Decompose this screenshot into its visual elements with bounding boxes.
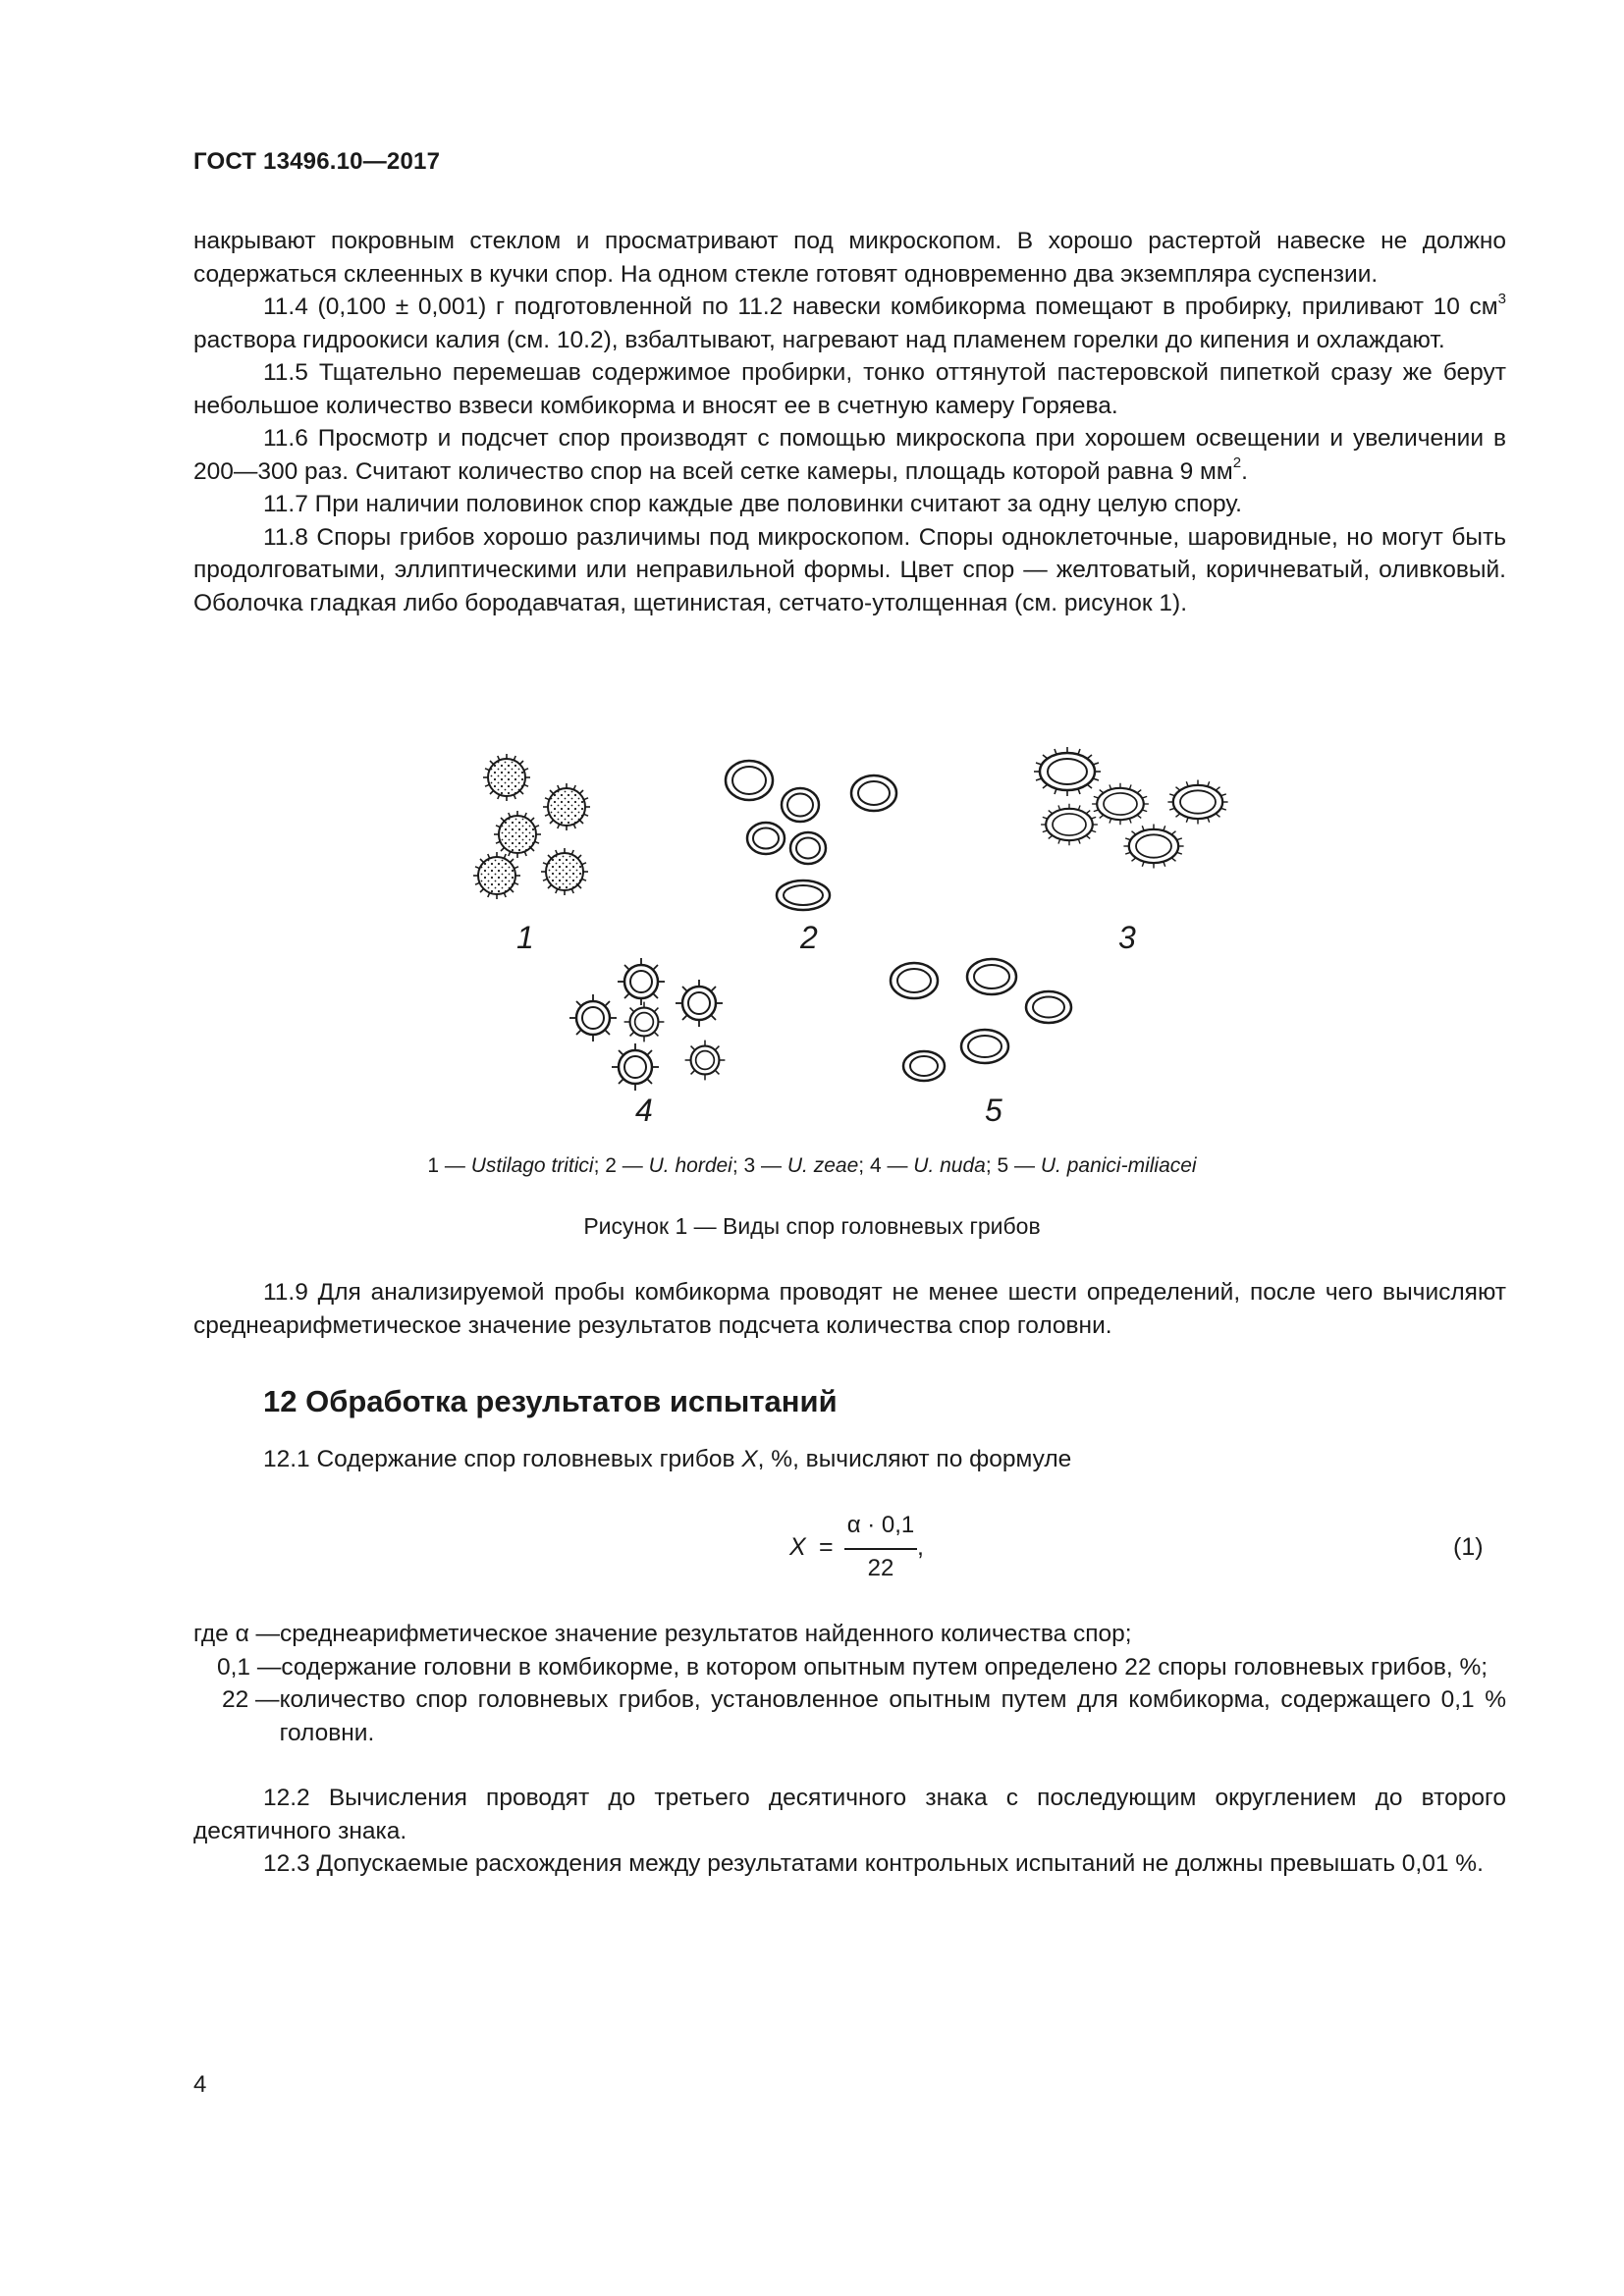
formula-explanation	[193, 1618, 1506, 1749]
formula-equals: =	[819, 1533, 834, 1561]
paragraph-12-1-text-b: , %, вычисляют по формуле	[757, 1446, 1072, 1472]
legend-name-3: U. zeae	[786, 1154, 859, 1177]
legend-sep-4: ;	[985, 1154, 998, 1177]
where-key-alpha: где α —	[193, 1621, 281, 1647]
legend-name-2: U. hordei	[648, 1154, 732, 1177]
paragraph-11-8: 11.8 Споры грибов хорошо различимы под микроскопом. Споры одноклеточные, шаровидные, но могут быть продолговатыми, эллиптическими или неправильной формы. Цвет спор — желтоватый, коричневатый, оливковый. Оболочка гладкая либо бородавчатая, щетинистая, сетчато-утолщенная (см. рисунок 1).	[193, 523, 1506, 616]
text-block-12-2	[193, 1782, 1506, 1881]
paragraph-12-2: 12.2 Вычисления проводят до третьего десятичного знака с последующим округлением до второго десятичного знака.	[193, 1785, 1506, 1844]
section-12-title: 12 Обработка результатов испытаний	[263, 1384, 838, 1418]
superscript-3: 3	[1497, 290, 1506, 307]
figure-title: Рисунок 1 — Виды спор головневых грибов	[583, 1213, 1041, 1239]
legend-num-3: 3 —	[743, 1154, 787, 1177]
formula-fraction-bar	[844, 1548, 917, 1550]
formula-comma: ,	[917, 1533, 924, 1561]
paragraph-11-4-text-a: 11.4 (0,100 ± 0,001) г подготовленной по 11.2 навески комбикорма помещают в пробирку, приливают 10 см	[263, 294, 1498, 320]
spore-group-5	[891, 959, 1071, 1081]
paragraph-11-5: 11.5 Тщательно перемешав содержимое пробирки, тонко оттянутой пастеровской пипеткой сразу же берут небольшое количество взвеси комбикорма и вносят ее в счетную камеру Горяева.	[193, 359, 1506, 419]
figure-label-2: 2	[800, 920, 818, 955]
legend-num-2: 2 —	[605, 1154, 649, 1177]
legend-name-5: U. panici-miliacei	[1040, 1154, 1197, 1177]
where-row-alpha	[193, 1618, 1506, 1651]
legend-sep-2: ;	[731, 1154, 744, 1177]
superscript-2: 2	[1232, 454, 1242, 472]
where-text-22: количество спор головневых грибов, установленное опытным путем для комбикорма, содержащего 0,1 % головни.	[279, 1686, 1506, 1746]
legend-num-1: 1 —	[427, 1154, 471, 1177]
legend-name-1: Ustilago tritici	[470, 1154, 594, 1177]
formula-denominator: 22	[867, 1555, 894, 1581]
where-key-0-1: 0,1 —	[217, 1653, 282, 1681]
variable-x: X	[741, 1446, 758, 1472]
formula-number: (1)	[1453, 1533, 1484, 1561]
formula-lhs: X	[789, 1533, 806, 1561]
spore-group-4	[569, 958, 725, 1091]
legend-sep-1: ;	[593, 1154, 606, 1177]
where-text-0-1: содержание головни в комбикорме, в котором опытным путем определено 22 споры головневых грибов, %;	[281, 1653, 1489, 1681]
where-row-0-1	[193, 1651, 1506, 1684]
paragraph-11-4	[193, 291, 1506, 356]
where-key-22: 22 —	[222, 1686, 280, 1713]
legend-num-5: 5 —	[997, 1154, 1041, 1177]
paragraph-11-6-text-b: .	[1241, 457, 1248, 485]
page-number: 4	[193, 2071, 207, 2098]
paragraph-12-1-text-a: 12.1 Содержание спор головневых грибов	[263, 1446, 742, 1472]
text-block-11-9	[193, 1276, 1506, 1342]
text-block-top	[193, 225, 1506, 619]
figure-label-4: 4	[635, 1093, 653, 1128]
where-row-22	[193, 1683, 1506, 1749]
legend-num-4: 4 —	[869, 1154, 914, 1177]
paragraph-11-6	[193, 422, 1506, 488]
formula-numerator: α · 0,1	[846, 1512, 915, 1538]
where-text-alpha: среднеарифметическое значение результатов найденного количества спор;	[280, 1621, 1132, 1647]
paragraph-12-3: 12.3 Допускаемые расхождения между результатами контрольных испытаний не должны превышать 0,01 %.	[263, 1850, 1484, 1877]
spore-group-2	[726, 761, 896, 910]
legend-name-4: U. nuda	[913, 1154, 986, 1177]
paragraph-12-1	[193, 1443, 1506, 1476]
figure-label-1: 1	[516, 920, 534, 955]
figure-legend	[0, 1154, 1624, 1178]
paragraph-11-9: 11.9 Для анализируемой пробы комбикорма проводят не менее шести определений, после чего вычисляют среднеарифметическое значение результатов подсчета количества спор головни.	[193, 1279, 1506, 1339]
spore-group-3	[1034, 747, 1228, 869]
paragraph-11-7: 11.7 При наличии половинок спор каждые две половинки считают за одну целую спору.	[263, 491, 1242, 517]
paragraph-11-4-text-b: раствора гидроокиси калия (см. 10.2), взбалтывают, нагревают над пламенем горелки до кипения и охлаждают.	[193, 326, 1445, 353]
figure-label-3: 3	[1118, 920, 1136, 955]
text-block-12-1	[193, 1443, 1506, 1476]
figure-label-5: 5	[985, 1093, 1002, 1128]
legend-sep-3: ;	[858, 1154, 870, 1177]
paragraph-intro: накрывают покровным стеклом и просматривают под микроскопом. В хорошо растертой навеске не должно содержаться склеенных в кучки спор. На одном стекле готовят одновременно два экземпляра суспензии.	[193, 228, 1506, 288]
formula-1	[785, 1512, 923, 1590]
document-header: ГОСТ 13496.10—2017	[193, 148, 441, 175]
paragraph-11-6-text-a: 11.6 Просмотр и подсчет спор производят с помощью микроскопа при хорошем освещении и увеличении в 200—300 раз. Считают количество спор на всей сетке камеры, площадь которой равна 9 мм	[193, 425, 1506, 485]
spore-group-1	[473, 754, 590, 899]
spores-figure	[432, 741, 1276, 1134]
